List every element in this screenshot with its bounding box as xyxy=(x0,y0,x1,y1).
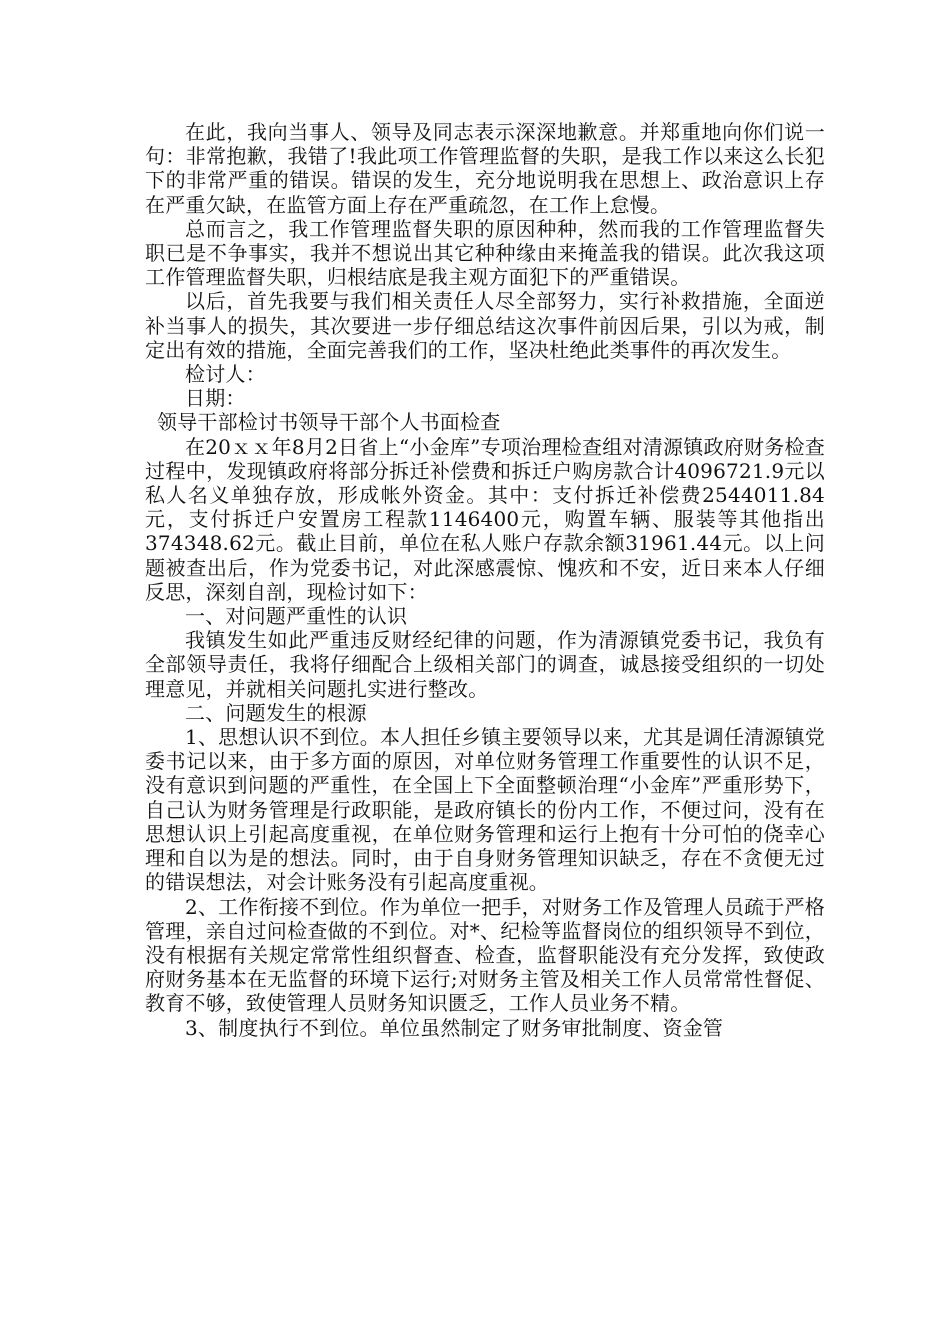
cause-1-paragraph: 1、思想认识不到位。本人担任乡镇主要领导以来，尤其是调任清源镇党委书记以来，由于多方面的原因，对单位财务管理工作重要性的认识不足，没有意识到问题的严重性，在全国上下全面整顿治理“小金库”严重形势下，自己认为财务管理是行政职能，是政府镇长的份内工作，不便过问，没有在思想认识上引起高度重视，在单位财务管理和运行上抱有十分可怕的侥幸心理和自以为是的想法。同时，由于自身财务管理知识缺乏，存在不贪便无过的错误想法，对会计账务没有引起高度重视。 xyxy=(145,725,825,895)
cause-3-paragraph: 3、制度执行不到位。单位虽然制定了财务审批制度、资金管 xyxy=(185,1015,724,1040)
heading-seriousness: 一、对问题严重性的认识 xyxy=(185,604,408,629)
reviewer-line: 检讨人： xyxy=(185,362,266,387)
summary-paragraph: 总而言之，我工作管理监督失职的原因种种，然而我的工作管理监督失职已是不争事实，我并不想说出其它种种缘由来掩盖我的错误。此次我这项工作管理监督失职，归根结底是我主观方面犯下的严重错误。 xyxy=(145,216,825,290)
responsibility-paragraph: 我镇发生如此严重违反财经纪律的问题，作为清源镇党委书记，我负有全部领导责任，我将仔细配合上级相关部门的调查，诚恳接受组织的一切处理意见，并就相关问题扎实进行整改。 xyxy=(145,628,825,701)
heading-root-causes: 二、问题发生的根源 xyxy=(185,700,367,725)
inspection-paragraph: 在20ｘｘ年8月2日省上“小金库”专项治理检查组对清源镇政府财务检查过程中，发现镇政府将部分拆迁补偿费和拆迁户购房款合计4096721.9元以私人名义单独存放，形成帐外资金。其中：支付拆迁补偿费2544011.84元，支付拆迁户安置房工程款1146400元，购置车辆、服装等其他指出374348.62元。截止目前，单位在私人账户存款余额31961.44元。以上问题被查出后，作为党委书记，对此深感震惊、愧疚和不安，近日来本人仔细反思，深刻自剖，现检讨如下： xyxy=(145,434,825,604)
date-line: 日期： xyxy=(185,386,246,411)
apology-paragraph: 在此，我向当事人、领导及同志表示深深地歉意。并郑重地向你们说一句：非常抱歉，我错了!我此项工作管理监督的失职，是我工作以来这么长犯下的非常严重的错误。错误的发生，充分地说明我在思想上、政治意识上存在严重欠缺，在监管方面上存在严重疏忽，在工作上怠慢。 xyxy=(145,120,825,217)
document-page xyxy=(145,120,825,1040)
remedy-paragraph: 以后，首先我要与我们相关责任人尽全部努力，实行补救措施，全面逆补当事人的损失，其次要进一步仔细总结这次事件前因后果，引以为戒，制定出有效的措施，全面完善我们的工作，坚决杜绝此类事件的再次发生。 xyxy=(145,289,825,362)
cause-2-paragraph: 2、工作衔接不到位。作为单位一把手，对财务工作及管理人员疏于严格管理，亲自过问检查做的不到位。对*、纪检等监督岗位的组织领导不到位，没有根据有关规定常常性组织督查、检查，监督职能没有充分发挥，致使政府财务基本在无监督的环境下运行;对财务主管及相关工作人员常常性督促、教育不够，致使管理人员财务知识匮乏，工作人员业务不精。 xyxy=(145,894,825,1016)
section-title: 领导干部检讨书领导干部个人书面检查 xyxy=(157,410,501,435)
